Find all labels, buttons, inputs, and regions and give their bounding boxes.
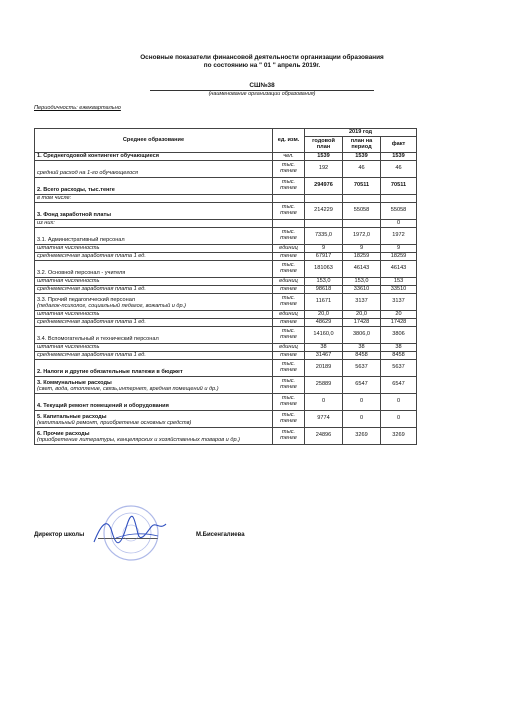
row-name [35, 278, 273, 286]
row-name-text: 3.3. Прочий педагогический персонал [37, 297, 136, 304]
row-unit: тенге [273, 253, 305, 261]
row-fact: 1972 [381, 228, 417, 245]
row-fact: 9 [381, 245, 417, 253]
row-name [35, 319, 273, 327]
table-row [35, 195, 417, 203]
row-period-plan: 153,0 [343, 278, 381, 286]
table-row [35, 319, 417, 327]
signatory-name: М.Бисенгалиева [196, 532, 245, 538]
row-name [35, 294, 273, 311]
row-period-plan [343, 195, 381, 203]
row-period-plan [343, 220, 381, 228]
row-name [35, 253, 273, 261]
row-unit: тыс. тенге [273, 228, 305, 245]
row-annual-plan: 20,0 [305, 311, 343, 319]
row-fact: 46 [381, 161, 417, 178]
row-unit: единиц [273, 278, 305, 286]
row-unit: тыс. тенге [273, 411, 305, 428]
row-name [35, 344, 273, 352]
row-unit: тенге [273, 319, 305, 327]
row-period-plan: 46 [343, 161, 381, 178]
row-name [35, 286, 273, 294]
row-name-subtitle: (свет, вода, отопление, связь,интернет, вредная помещений и др.) [37, 386, 219, 393]
row-name [35, 327, 273, 344]
row-name-text: штатная численность [37, 278, 100, 285]
row-name-text: из них: [37, 220, 55, 227]
row-name-text: среднемесячная заработная плата 1 ед. [37, 352, 146, 359]
row-period-plan: 33610 [343, 286, 381, 294]
row-unit: тыс. тенге [273, 294, 305, 311]
header-fact: факт [381, 137, 417, 153]
row-fact: 8458 [381, 352, 417, 360]
row-period-plan: 6547 [343, 377, 381, 394]
signatory-role: Директор школы [34, 532, 85, 538]
row-name-subtitle: (приобретение литературы, канцелярских и хозяйственных товаров и др.) [37, 437, 240, 444]
table-row [35, 428, 417, 445]
row-name [35, 228, 273, 245]
row-fact: 3137 [381, 294, 417, 311]
table-row [35, 327, 417, 344]
row-annual-plan: 38 [305, 344, 343, 352]
table-row [35, 352, 417, 360]
row-name [35, 245, 273, 253]
table-row [35, 360, 417, 377]
row-annual-plan: 9774 [305, 411, 343, 428]
row-name-text: 4. Текущий ремонт помещений и оборудования [37, 403, 169, 410]
table-row [35, 161, 417, 178]
table-row [35, 394, 417, 411]
row-unit: тыс. тенге [273, 377, 305, 394]
row-fact: 0 [381, 220, 417, 228]
row-fact: 38 [381, 344, 417, 352]
row-name [35, 377, 273, 394]
table-row [35, 228, 417, 245]
row-annual-plan: 98618 [305, 286, 343, 294]
row-unit: тыс. тенге [273, 261, 305, 278]
table-row [35, 377, 417, 394]
table-row [35, 220, 417, 228]
row-unit [273, 195, 305, 203]
row-annual-plan: 0 [305, 394, 343, 411]
school-caption: (наименование организации образования) [208, 91, 316, 97]
periodicity-label: Периодичность: ежеквартально [34, 105, 121, 111]
table-row [35, 311, 417, 319]
row-unit [273, 220, 305, 228]
row-annual-plan: 48629 [305, 319, 343, 327]
row-period-plan: 55058 [343, 203, 381, 220]
row-unit: тыс. тенге [273, 161, 305, 178]
row-fact: 1539 [381, 153, 417, 161]
row-annual-plan: 153,0 [305, 278, 343, 286]
table-row [35, 245, 417, 253]
row-unit: тыс. тенге [273, 203, 305, 220]
row-name-subtitle: (педагок-психолог, социальный педагог, вожатый и др.) [37, 303, 187, 310]
row-period-plan: 0 [343, 394, 381, 411]
row-fact: 20 [381, 311, 417, 319]
row-fact: 6547 [381, 377, 417, 394]
row-fact: 153 [381, 278, 417, 286]
row-name-text: 3.1. Административный персонал [37, 237, 125, 244]
row-name [35, 261, 273, 278]
row-annual-plan: 9 [305, 245, 343, 253]
row-name-text: среднемесячная заработная плата 1 ед. [37, 253, 146, 260]
row-period-plan: 18259 [343, 253, 381, 261]
row-period-plan: 3137 [343, 294, 381, 311]
row-period-plan: 1539 [343, 153, 381, 161]
row-fact: 0 [381, 411, 417, 428]
header-name: Среднее образование [35, 129, 273, 153]
school-name: СШ№38 [249, 82, 275, 89]
row-name-text: средний расход на 1-го обучающегося [37, 170, 138, 177]
row-annual-plan: 11671 [305, 294, 343, 311]
row-annual-plan: 294976 [305, 178, 343, 195]
row-period-plan: 38 [343, 344, 381, 352]
row-annual-plan: 24896 [305, 428, 343, 445]
row-annual-plan: 192 [305, 161, 343, 178]
row-annual-plan: 181063 [305, 261, 343, 278]
table-row [35, 286, 417, 294]
row-name [35, 311, 273, 319]
header-unit: ед. изм. [273, 129, 305, 153]
row-name-text: 1. Среднегодовой контингент обучающиеся [37, 153, 159, 160]
row-name-text: штатная численность [37, 344, 100, 351]
row-period-plan: 70511 [343, 178, 381, 195]
row-name-text: 2. Налоги и другие обязательные платежи в бюджет [37, 369, 183, 376]
table-row [35, 253, 417, 261]
row-period-plan: 9 [343, 245, 381, 253]
table-row [35, 153, 417, 161]
row-unit: единиц [273, 344, 305, 352]
document-title-line1: Основные показатели финансовой деятельности организации образования [140, 54, 384, 61]
row-period-plan: 3806,0 [343, 327, 381, 344]
row-name [35, 428, 273, 445]
row-name [35, 161, 273, 178]
document-title-line2: по состоянию на " 01 " апрель 2019г. [203, 62, 321, 69]
table-row [35, 278, 417, 286]
row-name-text: в том числе: [37, 195, 72, 202]
row-fact: 18259 [381, 253, 417, 261]
row-name-text: 3.4. Вспомогательный и технический персонал [37, 336, 159, 343]
row-name-text: 2. Всего расходы, тыс.тенге [37, 187, 115, 194]
row-name-text: 3. Коммунальные расходы [37, 380, 112, 387]
table-row [35, 203, 417, 220]
row-period-plan: 17428 [343, 319, 381, 327]
row-unit: единиц [273, 245, 305, 253]
row-fact: 3806 [381, 327, 417, 344]
financial-table-body [35, 153, 417, 445]
row-name [35, 360, 273, 377]
row-name-text: среднемесячная заработная плата 1 ед. [37, 319, 146, 326]
row-annual-plan: 1539 [305, 153, 343, 161]
row-name-subtitle: (капитальный ремонт, приобретение основных средств) [37, 420, 192, 427]
row-unit: тыс. тенге [273, 327, 305, 344]
row-unit: единиц [273, 311, 305, 319]
header-plan-period: план на период [343, 137, 381, 153]
row-unit: тенге [273, 352, 305, 360]
row-period-plan: 1972,0 [343, 228, 381, 245]
row-annual-plan: 214229 [305, 203, 343, 220]
financial-table [34, 128, 417, 445]
row-name-text: 6. Прочие расходы [37, 431, 90, 438]
row-period-plan: 5637 [343, 360, 381, 377]
row-unit: тыс. тенге [273, 428, 305, 445]
header-plan-annual: годовой план [305, 137, 343, 153]
table-row [35, 411, 417, 428]
row-name [35, 220, 273, 228]
row-annual-plan: 14160,0 [305, 327, 343, 344]
row-unit: тыс. тенге [273, 360, 305, 377]
row-annual-plan [305, 220, 343, 228]
row-fact [381, 195, 417, 203]
row-fact: 0 [381, 394, 417, 411]
row-fact: 70511 [381, 178, 417, 195]
row-period-plan: 0 [343, 411, 381, 428]
row-name-text: штатная численность [37, 311, 100, 318]
row-annual-plan: 7335,0 [305, 228, 343, 245]
header-year: 2019 год [305, 129, 417, 137]
table-row [35, 344, 417, 352]
row-period-plan: 20,0 [343, 311, 381, 319]
table-row [35, 261, 417, 278]
row-unit: чел. [273, 153, 305, 161]
row-name [35, 394, 273, 411]
row-period-plan: 8458 [343, 352, 381, 360]
row-unit: тыс. тенге [273, 178, 305, 195]
row-name-text: 3. Фонд заработной платы [37, 212, 112, 219]
row-period-plan: 46143 [343, 261, 381, 278]
row-fact: 3269 [381, 428, 417, 445]
row-annual-plan: 25889 [305, 377, 343, 394]
row-name-text: 5. Капитальные расходы [37, 414, 107, 421]
table-row [35, 178, 417, 195]
row-annual-plan: 20189 [305, 360, 343, 377]
row-name [35, 153, 273, 161]
row-unit: тенге [273, 286, 305, 294]
row-annual-plan [305, 195, 343, 203]
handwritten-signature-icon [86, 508, 176, 558]
row-name-text: среднемесячная заработная плата 1 ед. [37, 286, 146, 293]
row-unit: тыс. тенге [273, 394, 305, 411]
row-annual-plan: 67917 [305, 253, 343, 261]
row-name [35, 195, 273, 203]
row-fact: 17428 [381, 319, 417, 327]
row-name [35, 352, 273, 360]
row-name-text: штатная численность [37, 245, 100, 252]
row-name-text: 3.2. Основной персонал - учителя [37, 270, 126, 277]
table-row [35, 294, 417, 311]
row-fact: 46143 [381, 261, 417, 278]
row-name [35, 411, 273, 428]
row-name [35, 178, 273, 195]
row-fact: 5637 [381, 360, 417, 377]
row-name [35, 203, 273, 220]
row-annual-plan: 31467 [305, 352, 343, 360]
row-fact: 55058 [381, 203, 417, 220]
row-fact: 33510 [381, 286, 417, 294]
row-period-plan: 3269 [343, 428, 381, 445]
